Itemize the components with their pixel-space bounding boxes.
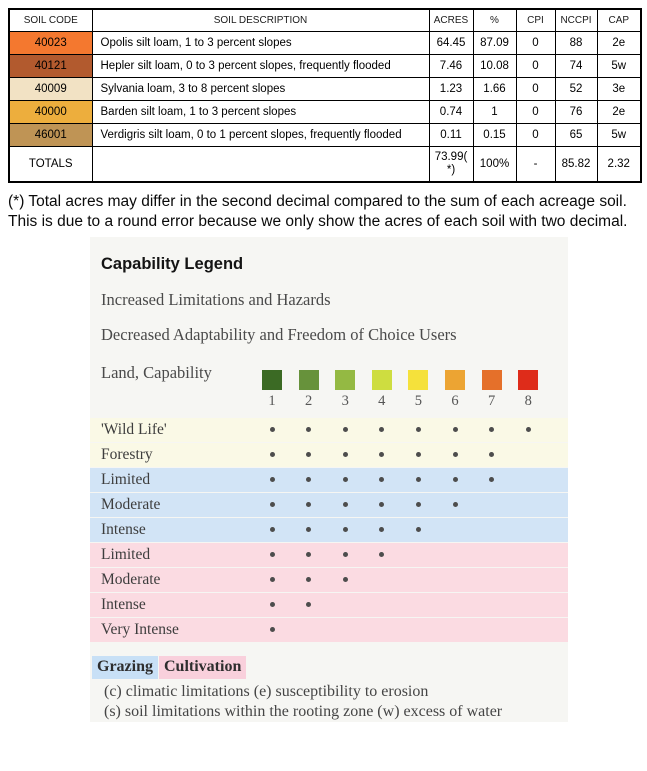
totals-cap-cell: 2.32 xyxy=(597,146,641,182)
column-header-: % xyxy=(473,9,516,31)
percent-cell: 1.66 xyxy=(473,77,516,100)
capability-dot xyxy=(270,477,275,482)
capability-matrix xyxy=(90,418,568,643)
land-capability-label: Land, Capability xyxy=(101,363,212,382)
grazing-group-label: Grazing xyxy=(92,656,158,679)
capability-legend-panel xyxy=(90,237,568,722)
soil-table-row xyxy=(9,54,641,77)
legend-row-grazing-intense xyxy=(90,518,568,542)
acres-rounding-footnote: (*) Total acres may differ in the second decimal compared to the sum of each acreage soil. This is due to a round error because we only show the acres of each soil with two decimal. xyxy=(8,193,628,230)
legend-row-general-forestry xyxy=(90,443,568,467)
totals-nccpi-cell: 85.82 xyxy=(555,146,597,182)
nccpi-cell: 76 xyxy=(555,100,597,123)
column-header-acres: ACRES xyxy=(429,9,473,31)
acres-cell: 64.45 xyxy=(429,31,473,54)
totals-label-cell: TOTALS xyxy=(9,146,92,182)
legend-row-label: Moderate xyxy=(101,571,161,588)
legend-row-label: Intense xyxy=(101,596,146,613)
legend-note-soil-water: (s) soil limitations within the rooting zone (w) excess of water xyxy=(104,703,503,720)
column-header-soil-description: SOIL DESCRIPTION xyxy=(92,9,429,31)
cap-cell: 3e xyxy=(597,77,641,100)
capability-dot xyxy=(489,477,494,482)
cap-cell: 5w xyxy=(597,123,641,146)
soil-description-cell: Hepler silt loam, 0 to 3 percent slopes, frequently flooded xyxy=(92,54,429,77)
soil-code-cell: 40000 xyxy=(9,100,92,123)
legend-row-general-wild-life xyxy=(90,418,568,442)
capability-dot xyxy=(343,502,348,507)
capability-dot xyxy=(270,502,275,507)
capability-dot xyxy=(343,427,348,432)
nccpi-cell: 52 xyxy=(555,77,597,100)
legend-row-label: 'Wild Life' xyxy=(101,421,167,438)
column-header-soil-code: SOIL CODE xyxy=(9,9,92,31)
cpi-cell: 0 xyxy=(516,123,555,146)
totals-cpi-cell: - xyxy=(516,146,555,182)
totals-percent-cell: 100% xyxy=(473,146,516,182)
soil-code-cell: 40121 xyxy=(9,54,92,77)
soil-code-cell: 40023 xyxy=(9,31,92,54)
capability-class-number: 1 xyxy=(268,393,276,409)
capability-dot xyxy=(526,427,531,432)
cap-cell: 2e xyxy=(597,100,641,123)
capability-class-swatches xyxy=(90,370,568,390)
nccpi-cell: 74 xyxy=(555,54,597,77)
soil-report-table xyxy=(8,8,642,183)
capability-dot xyxy=(453,452,458,457)
totals-row xyxy=(9,146,641,182)
cpi-cell: 0 xyxy=(516,100,555,123)
column-header-cpi: CPI xyxy=(516,9,555,31)
column-header-nccpi: NCCPI xyxy=(555,9,597,31)
legend-title: Capability Legend xyxy=(101,255,244,273)
soil-description-cell: Barden silt loam, 1 to 3 percent slopes xyxy=(92,100,429,123)
capability-dot xyxy=(306,502,311,507)
capability-dot xyxy=(306,527,311,532)
capability-dot xyxy=(306,477,311,482)
soil-code-cell: 40009 xyxy=(9,77,92,100)
capability-class-number: 8 xyxy=(524,393,532,409)
legend-row-grazing-limited xyxy=(90,468,568,492)
legend-decreased-line: Decreased Adaptability and Freedom of Choice Users xyxy=(101,325,457,344)
capability-dot xyxy=(306,577,311,582)
capability-class-swatch xyxy=(299,370,319,390)
cultivation-group-label: Cultivation xyxy=(159,656,246,679)
soil-table-row xyxy=(9,77,641,100)
capability-dot xyxy=(343,552,348,557)
capability-dot xyxy=(416,527,421,532)
capability-class-swatch xyxy=(262,370,282,390)
capability-dot xyxy=(270,577,275,582)
capability-dot xyxy=(379,452,384,457)
capability-dot xyxy=(379,477,384,482)
capability-dot xyxy=(416,427,421,432)
soil-description-cell: Sylvania loam, 3 to 8 percent slopes xyxy=(92,77,429,100)
legend-row-label: Moderate xyxy=(101,496,161,513)
capability-dot xyxy=(270,627,275,632)
soil-code-cell: 46001 xyxy=(9,123,92,146)
capability-class-number: 2 xyxy=(304,393,313,409)
cpi-cell: 0 xyxy=(516,31,555,54)
capability-dot xyxy=(343,477,348,482)
capability-class-number: 7 xyxy=(487,393,496,409)
legend-row-grazing-moderate xyxy=(90,493,568,517)
capability-dot xyxy=(306,427,311,432)
legend-row-cultivation-limited xyxy=(90,543,568,567)
legend-row-cultivation-very-intense xyxy=(90,618,568,642)
soil-table-row xyxy=(9,31,641,54)
capability-class-swatch xyxy=(372,370,392,390)
percent-cell: 87.09 xyxy=(473,31,516,54)
capability-dot xyxy=(453,427,458,432)
capability-dot xyxy=(306,452,311,457)
capability-dot xyxy=(306,602,311,607)
capability-dot xyxy=(416,502,421,507)
capability-dot xyxy=(270,427,275,432)
capability-dot xyxy=(270,527,275,532)
capability-dot xyxy=(306,552,311,557)
percent-cell: 1 xyxy=(473,100,516,123)
legend-row-cultivation-intense xyxy=(90,593,568,617)
capability-dot xyxy=(379,527,384,532)
cap-cell: 5w xyxy=(597,54,641,77)
totals-acres-cell: 73.99( *) xyxy=(429,146,473,182)
capability-dot xyxy=(379,427,384,432)
legend-row-label: Very Intense xyxy=(101,621,179,638)
soil-table-row xyxy=(9,100,641,123)
soil-description-cell: Opolis silt loam, 1 to 3 percent slopes xyxy=(92,31,429,54)
capability-dot xyxy=(343,577,348,582)
soil-table-row xyxy=(9,123,641,146)
capability-dot xyxy=(343,527,348,532)
capability-dot xyxy=(270,602,275,607)
legend-increased-line: Increased Limitations and Hazards xyxy=(101,290,331,309)
capability-class-swatch xyxy=(482,370,502,390)
capability-dot xyxy=(343,452,348,457)
acres-cell: 1.23 xyxy=(429,77,473,100)
capability-dot xyxy=(270,452,275,457)
legend-row-cultivation-moderate xyxy=(90,568,568,592)
cpi-cell: 0 xyxy=(516,77,555,100)
capability-class-swatch xyxy=(518,370,538,390)
capability-dot xyxy=(270,552,275,557)
capability-dot xyxy=(453,502,458,507)
capability-dot xyxy=(489,452,494,457)
nccpi-cell: 88 xyxy=(555,31,597,54)
capability-dot xyxy=(453,477,458,482)
cap-cell: 2e xyxy=(597,31,641,54)
percent-cell: 0.15 xyxy=(473,123,516,146)
legend-note-climatic-erosion: (c) climatic limitations (e) susceptibility to erosion xyxy=(104,683,429,700)
capability-class-number: 5 xyxy=(414,393,423,409)
acres-cell: 7.46 xyxy=(429,54,473,77)
capability-class-swatch xyxy=(335,370,355,390)
soil-description-cell: Verdigris silt loam, 0 to 1 percent slopes, frequently flooded xyxy=(92,123,429,146)
acres-cell: 0.11 xyxy=(429,123,473,146)
capability-dot xyxy=(416,477,421,482)
legend-row-label: Limited xyxy=(101,546,151,563)
legend-row-label: Forestry xyxy=(101,446,153,463)
capability-class-number: 3 xyxy=(341,393,349,409)
capability-dot xyxy=(416,452,421,457)
capability-class-swatch xyxy=(445,370,465,390)
legend-row-label: Limited xyxy=(101,471,151,488)
capability-dot xyxy=(489,427,494,432)
group-labels xyxy=(92,656,246,679)
capability-dot xyxy=(379,502,384,507)
percent-cell: 10.08 xyxy=(473,54,516,77)
capability-class-number: 6 xyxy=(451,393,459,409)
capability-dot xyxy=(379,552,384,557)
nccpi-cell: 65 xyxy=(555,123,597,146)
capability-class-numbers xyxy=(90,393,568,410)
acres-cell: 0.74 xyxy=(429,100,473,123)
cpi-cell: 0 xyxy=(516,54,555,77)
capability-class-number: 4 xyxy=(378,393,386,409)
legend-row-label: Intense xyxy=(101,521,146,538)
column-header-cap: CAP xyxy=(597,9,641,31)
capability-class-swatch xyxy=(408,370,428,390)
table-header-row xyxy=(9,9,641,31)
totals-description-cell xyxy=(92,146,429,182)
